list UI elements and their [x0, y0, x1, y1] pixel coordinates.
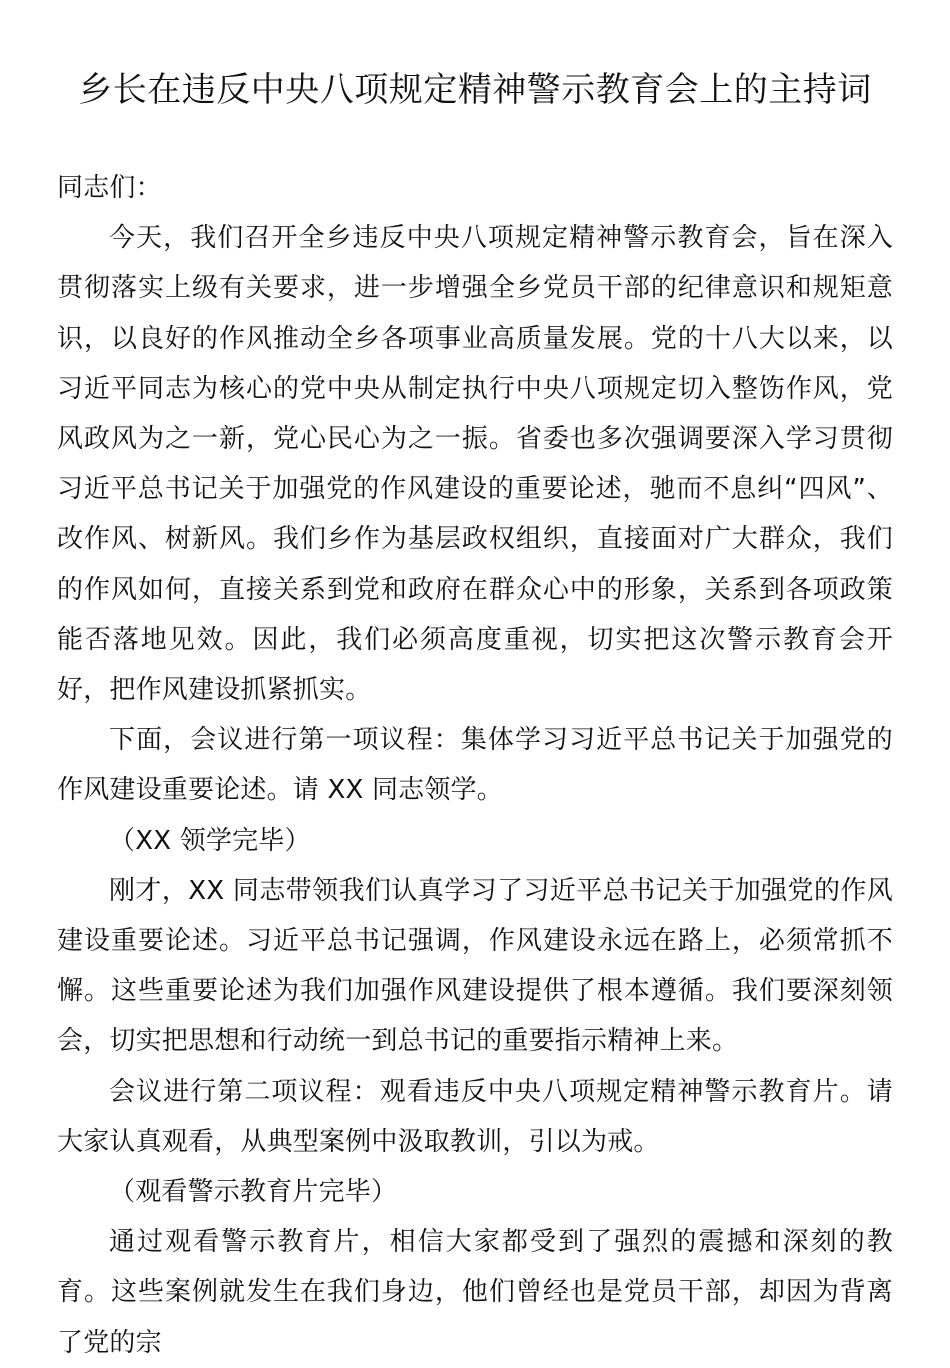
paragraph-opening: 今天，我们召开全乡违反中央八项规定精神警示教育会，旨在深入贯彻落实上级有关要求，进一步增强全乡党员干部的纪律意识和规矩意识，以良好的作风推动全乡各项事业高质量发展。党的十八大以来，以习近平同志为核心的党中央从制定执行中央八项规定切入整饬作风，党风政风为之一新，党心民心为之一振。省委也多次强调要深入学习贯彻习近平总书记关于加强党的作风建设的重要论述，驰而不息纠“四风”、改作风、树新风。我们乡作为基层政权组织，直接面对广大群众，我们的作风如何，直接关系到党和政府在群众心中的形象，关系到各项政策能否落地见效。因此，我们必须高度重视，切实把这次警示教育会开好，把作风建设抓紧抓实。	[57, 223, 893, 706]
paragraph-video-summary: 通过观看警示教育片，相信大家都受到了强烈的震撼和深刻的教育。这些案例就发生在我们身边，他们曾经也是党员干部，却因为背离了党的宗	[57, 1227, 893, 1358]
stage-note-reading-done: （XX 领学完毕）	[109, 825, 311, 856]
paragraph-reading-summary: 刚才，XX 同志带领我们认真学习了习近平总书记关于加强党的作风建设重要论述。习近平总书记强调，作风建设永远在路上，必须常抓不懈。这些重要论述为我们加强作风建设提供了根本遵循。我们要深刻领会，切实把思想和行动统一到总书记的重要指示精神上来。	[57, 875, 893, 1057]
paragraph-agenda-one: 下面，会议进行第一项议程：集体学习习近平总书记关于加强党的作风建设重要论述。请 XX 同志领学。	[57, 725, 893, 806]
document-title: 乡长在违反中央八项规定精神警示教育会上的主持词	[78, 70, 872, 110]
paragraph-agenda-two: 会议进行第二项议程：观看违反中央八项规定精神警示教育片。请大家认真观看，从典型案例中汲取教训，引以为戒。	[57, 1076, 893, 1157]
stage-note-video-done: （观看警示教育片完毕）	[109, 1177, 398, 1208]
document-body	[57, 163, 893, 1368]
salutation: 同志们：	[57, 173, 162, 203]
